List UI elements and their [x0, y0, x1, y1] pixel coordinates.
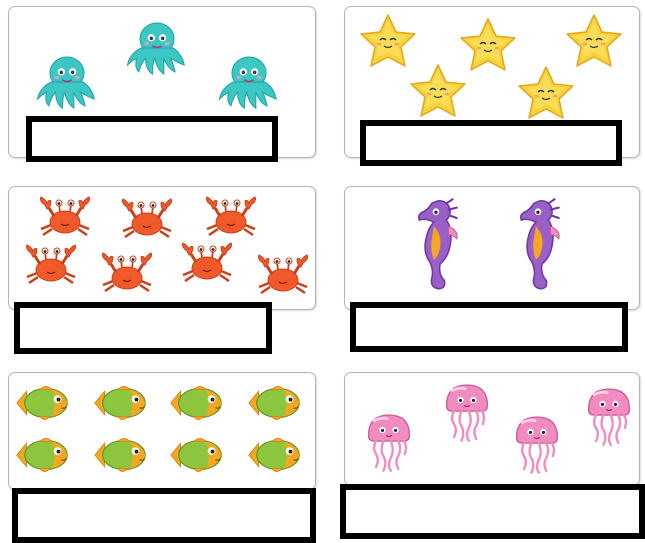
- crab-icon: [177, 241, 237, 285]
- answer-box-jellyfish[interactable]: [340, 484, 645, 539]
- fish-icon: [245, 433, 307, 477]
- fish-icon: [167, 381, 229, 425]
- fish-icon: [13, 433, 75, 477]
- answer-box-seahorse[interactable]: [350, 302, 628, 352]
- fish-icon: [245, 381, 307, 425]
- crab-icon: [201, 195, 261, 239]
- crab-icon: [117, 197, 177, 241]
- jellyfish-icon: [363, 411, 415, 473]
- answer-input-crab[interactable]: [20, 308, 266, 348]
- answer-box-crab[interactable]: [14, 302, 272, 354]
- fish-icon: [13, 381, 75, 425]
- crab-icon: [253, 253, 313, 297]
- exercise-card-fish: [8, 372, 316, 490]
- seahorse-icon: [411, 197, 463, 291]
- exercise-card-seahorse: [344, 186, 640, 310]
- fish-icon: [91, 381, 153, 425]
- fish-icon: [91, 433, 153, 477]
- answer-input-octopus[interactable]: [32, 122, 272, 156]
- answer-box-fish[interactable]: [12, 488, 316, 543]
- exercise-card-crab: [8, 186, 316, 310]
- exercise-card-jellyfish: [344, 372, 640, 486]
- octopus-icon: [215, 53, 283, 111]
- answer-box-octopus[interactable]: [26, 116, 278, 162]
- crab-icon: [35, 195, 95, 239]
- answer-input-jellyfish[interactable]: [346, 490, 639, 533]
- jellyfish-icon: [511, 413, 563, 475]
- answer-input-fish[interactable]: [18, 494, 310, 537]
- seahorse-icon: [513, 197, 565, 291]
- starfish-icon: [515, 65, 577, 121]
- starfish-icon: [407, 63, 469, 119]
- jellyfish-icon: [441, 381, 493, 443]
- crab-icon: [21, 243, 81, 287]
- starfish-icon: [563, 13, 625, 69]
- answer-input-starfish[interactable]: [366, 126, 616, 160]
- answer-box-starfish[interactable]: [360, 120, 622, 166]
- starfish-icon: [357, 13, 419, 69]
- octopus-icon: [33, 53, 101, 111]
- jellyfish-icon: [583, 385, 635, 447]
- crab-icon: [97, 251, 157, 295]
- answer-input-seahorse[interactable]: [356, 308, 622, 346]
- octopus-icon: [123, 19, 191, 77]
- fish-icon: [167, 433, 229, 477]
